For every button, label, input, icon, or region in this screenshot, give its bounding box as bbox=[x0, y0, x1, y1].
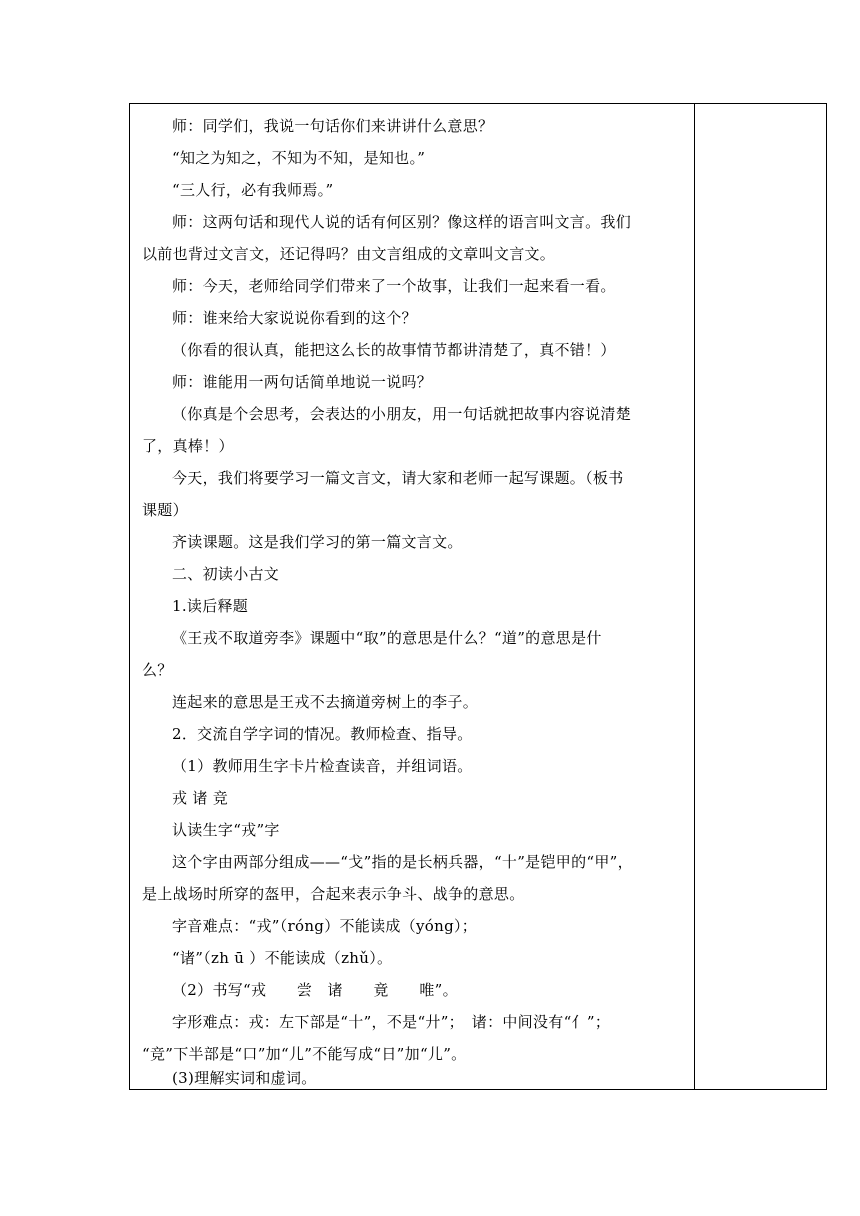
text-line: 齐读课题。这是我们学习的第一篇文言文。 bbox=[172, 533, 463, 551]
lesson-table bbox=[129, 103, 827, 1090]
text-line: 字形难点：戎：左下部是“十”，不是“廾”； 诸：中间没有“亻”； bbox=[172, 1013, 611, 1031]
text-line: （2）书写“戎 尝 诸 竟 唯”。 bbox=[172, 981, 458, 999]
text-line: 今天，我们将要学习一篇文言文，请大家和老师一起写课题。（板书 bbox=[172, 469, 624, 487]
text-line: 师：谁来给大家说说你看到的这个？ bbox=[172, 309, 417, 327]
text-line: “知之为知之，不知为不知，是知也。” bbox=[172, 149, 426, 167]
text-line: 以前也背过文言文，还记得吗？由文言组成的文章叫文言文。 bbox=[142, 245, 556, 263]
text-line: 么？ bbox=[142, 661, 173, 679]
text-line: (3)理解实词和虚词。 bbox=[172, 1069, 317, 1087]
text-line: 师：今天，老师给同学们带来了一个故事，让我们一起来看一看。 bbox=[172, 277, 616, 295]
notes-cell bbox=[695, 104, 826, 1089]
text-line: 《王戎不取道旁李》课题中“取”的意思是什么？“道”的意思是什 bbox=[172, 629, 602, 647]
text-line: 师：这两句话和现代人说的话有何区别？像这样的语言叫文言。我们 bbox=[172, 213, 632, 231]
subsection-heading: 2．交流自学字词的情况。教师检查、指导。 bbox=[172, 725, 473, 743]
lesson-content-cell bbox=[130, 104, 695, 1089]
section-heading: 二、初读小古文 bbox=[172, 565, 280, 583]
text-line: 字音难点：“戎”（róng）不能读成（yóng）； bbox=[172, 917, 478, 935]
text-line: （你看的很认真，能把这么长的故事情节都讲清楚了，真不错！） bbox=[172, 341, 616, 359]
text-line: “诸”（zh ū ）不能读成（zhǔ）。 bbox=[172, 949, 393, 967]
character-list: 戎 诸 竞 bbox=[172, 789, 229, 807]
text-line: 连起来的意思是王戎不去摘道旁树上的李子。 bbox=[172, 693, 479, 711]
text-line: 这个字由两部分组成——“戈”指的是长柄兵器，“十”是铠甲的“甲”， bbox=[172, 853, 633, 871]
text-line: （你真是个会思考，会表达的小朋友，用一句话就把故事内容说清楚 bbox=[172, 405, 632, 423]
subsection-heading: 1.读后释题 bbox=[172, 597, 249, 615]
text-line: “三人行，必有我师焉。” bbox=[172, 181, 334, 199]
text-line: 认读生字“戎”字 bbox=[172, 821, 280, 839]
text-line: 师：谁能用一两句话简单地说一说吗？ bbox=[172, 373, 433, 391]
text-line: （1）教师用生字卡片检查读音，并组词语。 bbox=[172, 757, 473, 775]
text-line: “竞”下半部是“口”加“儿”不能写成“日”加“儿”。 bbox=[142, 1045, 467, 1063]
text-line: 了，真棒！） bbox=[142, 437, 234, 455]
text-line: 是上战场时所穿的盔甲，合起来表示争斗、战争的意思。 bbox=[142, 885, 525, 903]
text-line: 课题） bbox=[142, 501, 188, 519]
text-line: 师：同学们，我说一句话你们来讲讲什么意思？ bbox=[172, 117, 494, 135]
